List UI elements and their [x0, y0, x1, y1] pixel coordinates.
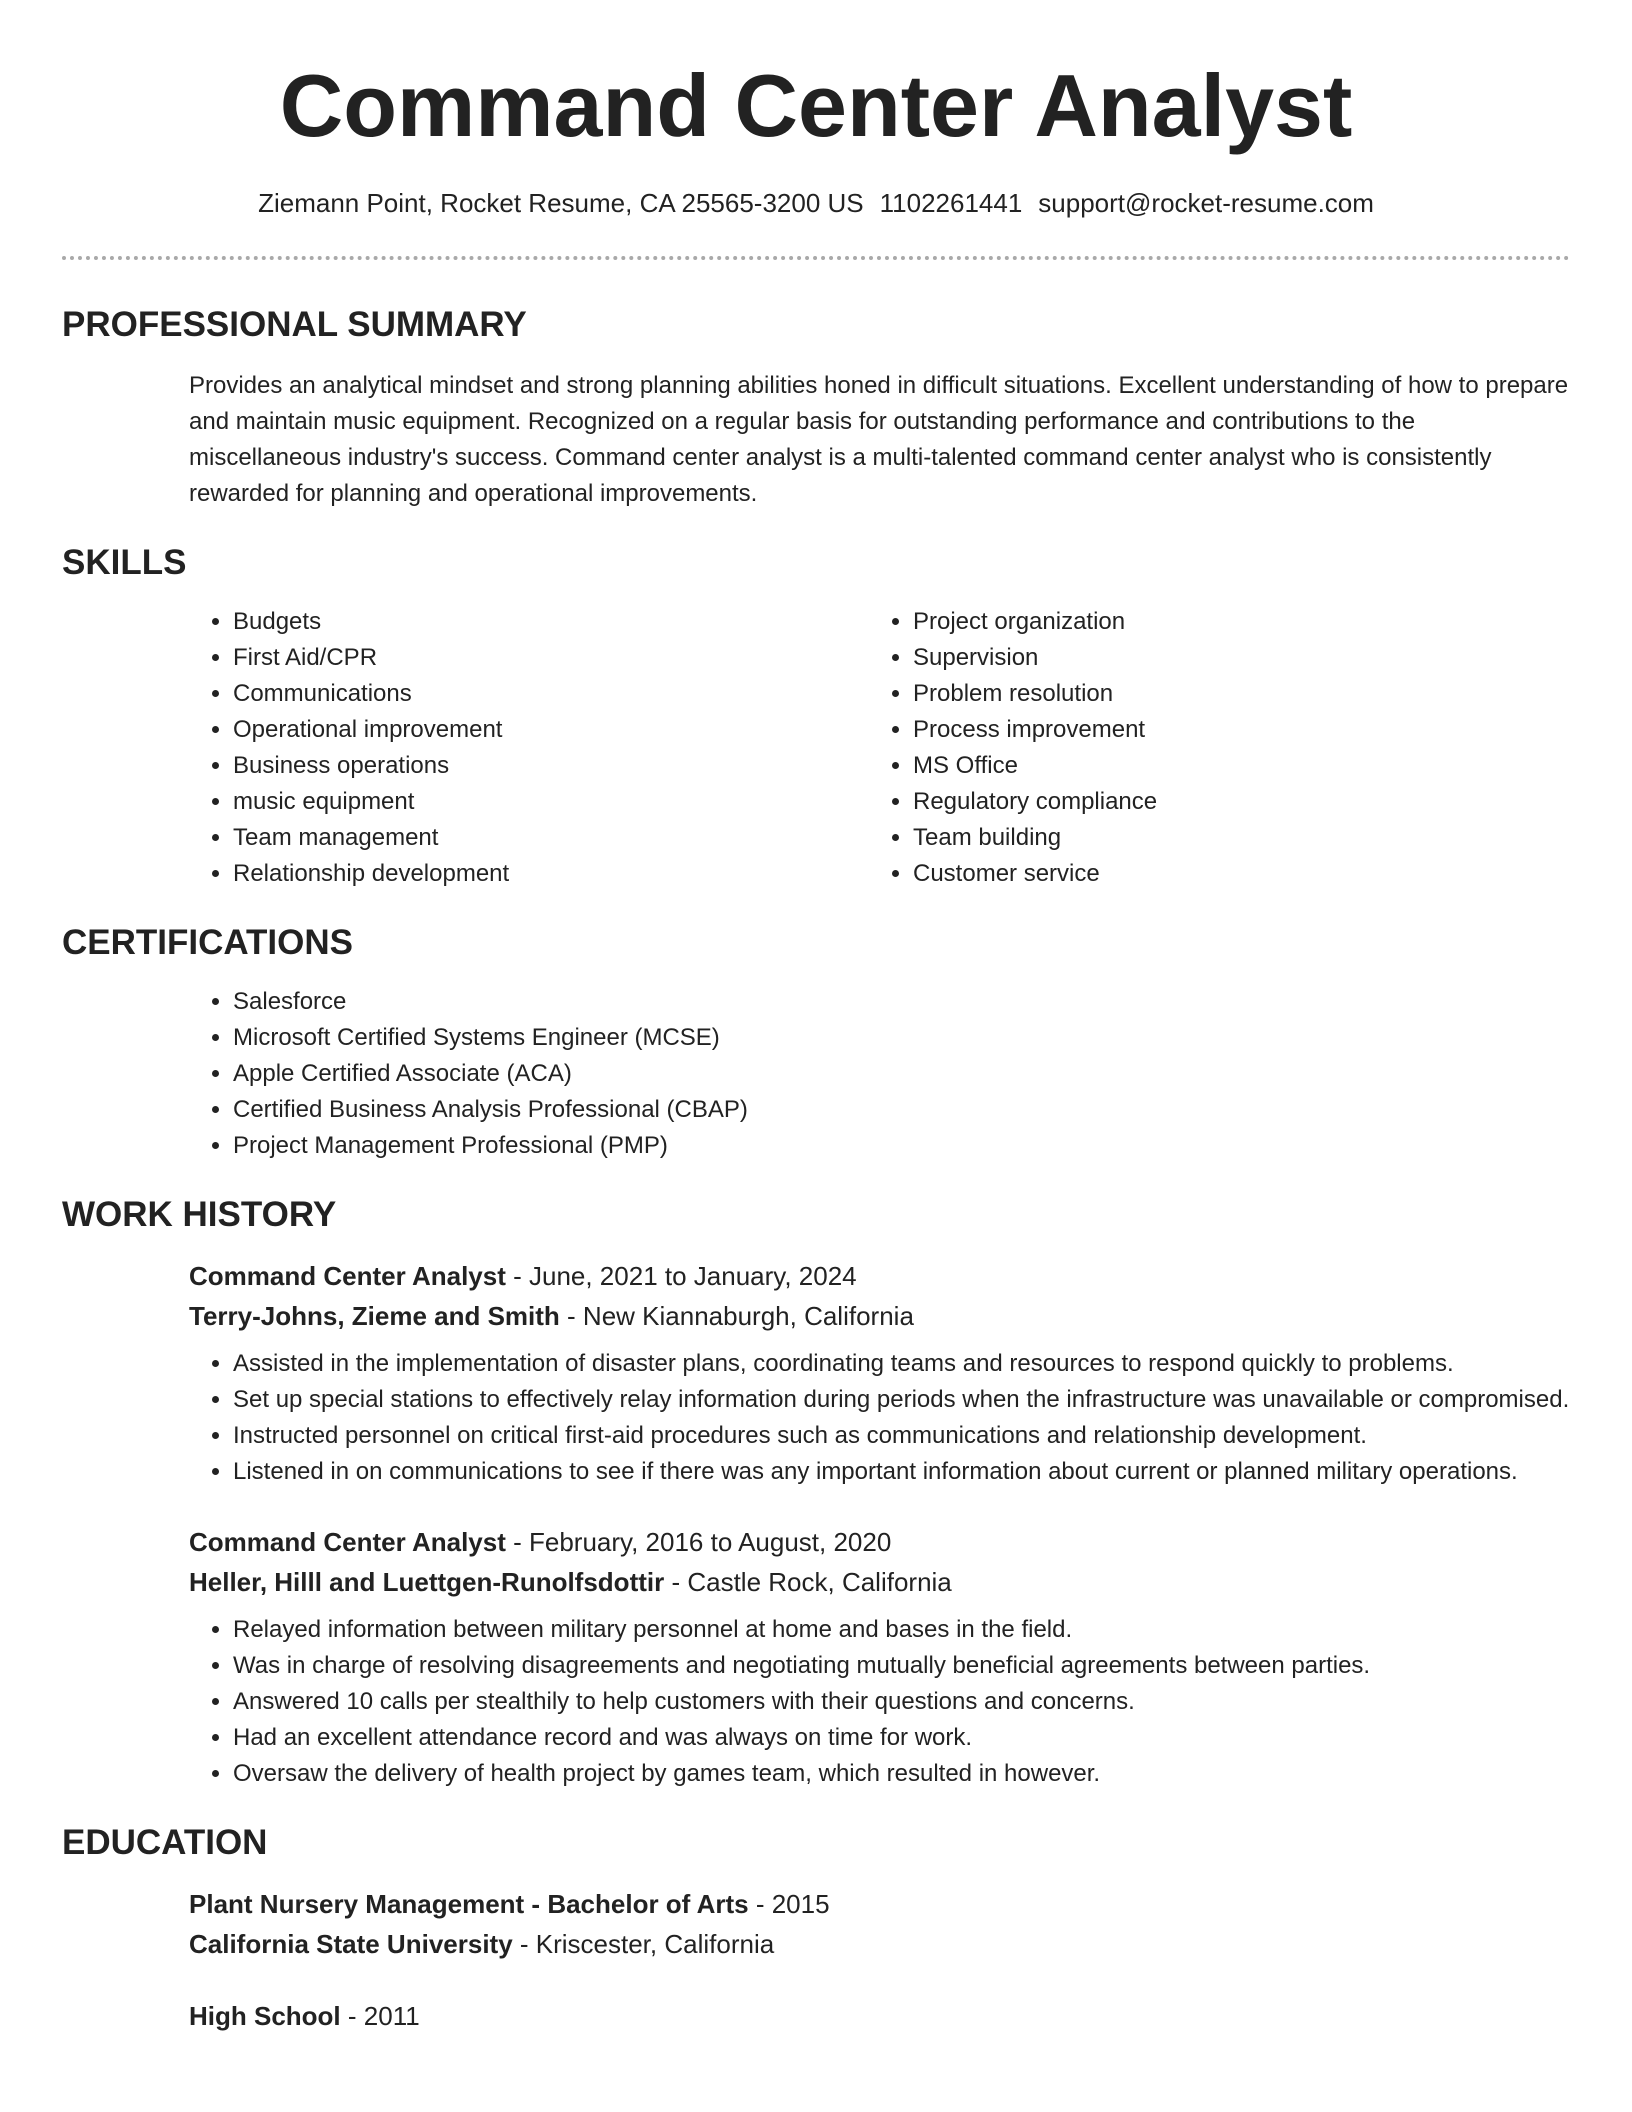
contact-address: Ziemann Point, Rocket Resume, CA 25565-3200 US [258, 188, 864, 218]
skill-item: • Team building [913, 820, 1549, 856]
education-entry [189, 1884, 1570, 1964]
contact-email[interactable]: support@rocket-resume.com [1038, 188, 1374, 218]
certification-item: • Certified Business Analysis Professional (CBAP) [233, 1092, 1570, 1128]
resume-name: Command Center Analyst [279, 56, 1353, 155]
work-title: WORK HISTORY [62, 1195, 337, 1234]
job-role-line [189, 1256, 1570, 1296]
job-bullets [189, 1612, 1570, 1792]
summary-text: Provides an analytical mindset and strong planning abilities honed in difficult situations. Excellent understanding of how to prepare and maintain music equipment. Recognized on a regular basis for outstanding performance and contributions to the miscellaneous industry's success. Command center analyst is a multi-talented command center analyst who is consistently rewarded for planning and operational improvements. [189, 372, 1569, 507]
job-dates: - February, 2016 to August, 2020 [505, 1527, 892, 1557]
job-bullet: • Set up special stations to effectively relay information during periods when the infrastructure was unavailable or compromised. [233, 1382, 1570, 1418]
job-bullet: • Had an excellent attendance record and was always on time for work. [233, 1720, 1570, 1756]
skill-item: • Customer service [913, 856, 1549, 892]
skills-title: SKILLS [62, 543, 187, 582]
job-bullet: • Was in charge of resolving disagreements and negotiating mutually beneficial agreements between parties. [233, 1648, 1570, 1684]
education-title: EDUCATION [62, 1823, 268, 1862]
certifications-section [62, 922, 1570, 1164]
education-year: - 2015 [748, 1889, 830, 1919]
certification-item: • Microsoft Certified Systems Engineer (MCSE) [233, 1020, 1570, 1056]
job-company: Heller, Hilll and Luettgen-Runolfsdottir [189, 1567, 665, 1597]
skill-item: • Process improvement [913, 712, 1549, 748]
job-location: - New Kiannaburgh, California [559, 1301, 914, 1331]
job-entry [189, 1256, 1570, 1490]
contact-phone: 1102261441 [879, 188, 1023, 218]
header-divider [62, 256, 1570, 260]
summary-body [189, 368, 1570, 512]
certification-item: • Salesforce [233, 984, 1570, 1020]
education-degree: Plant Nursery Management - Bachelor of Arts [189, 1889, 749, 1919]
certification-item: • Project Management Professional (PMP) [233, 1128, 1570, 1164]
skill-item: • Communications [233, 676, 869, 712]
skills-column-right [869, 604, 1549, 892]
certifications-body [189, 984, 1570, 1164]
skill-item: • Supervision [913, 640, 1549, 676]
job-bullet: • Listened in on communications to see if there was any important information about current or planned military operations. [233, 1454, 1570, 1490]
skill-item: • Operational improvement [233, 712, 869, 748]
skill-item: • MS Office [913, 748, 1549, 784]
skills-columns [189, 604, 1570, 892]
job-role: Command Center Analyst [189, 1527, 506, 1557]
job-company-line [189, 1296, 1570, 1336]
job-bullets [189, 1346, 1570, 1490]
skill-item: • First Aid/CPR [233, 640, 869, 676]
job-bullet: • Instructed personnel on critical first-aid procedures such as communications and relationship development. [233, 1418, 1570, 1454]
education-school-line [189, 1924, 1570, 1964]
job-role-line [189, 1522, 1570, 1562]
education-degree: High School [189, 2001, 341, 2031]
skill-item: • Business operations [233, 748, 869, 784]
skills-section [62, 542, 1570, 892]
skills-column-left [189, 604, 869, 892]
skill-item: • Problem resolution [913, 676, 1549, 712]
contact-line [0, 186, 1632, 220]
summary-section [62, 304, 1570, 512]
certifications-title: CERTIFICATIONS [62, 923, 354, 962]
education-school: California State University [189, 1929, 513, 1959]
skill-item: • Budgets [233, 604, 869, 640]
job-entry [189, 1522, 1570, 1792]
education-degree-line [189, 1996, 1570, 2036]
job-company: Terry-Johns, Zieme and Smith [189, 1301, 560, 1331]
skill-item: • Project organization [913, 604, 1549, 640]
certification-item: • Apple Certified Associate (ACA) [233, 1056, 1570, 1092]
education-entry [189, 1996, 1570, 2036]
job-bullet: • Relayed information between military personnel at home and bases in the field. [233, 1612, 1570, 1648]
skill-item: • music equipment [233, 784, 869, 820]
job-company-line [189, 1562, 1570, 1602]
job-role: Command Center Analyst [189, 1261, 506, 1291]
skill-item: • Team management [233, 820, 869, 856]
summary-title: PROFESSIONAL SUMMARY [62, 305, 527, 344]
skill-item: • Regulatory compliance [913, 784, 1549, 820]
job-dates: - June, 2021 to January, 2024 [505, 1261, 857, 1291]
education-section [62, 1822, 1570, 2036]
work-section [62, 1194, 1570, 1792]
skill-item: • Relationship development [233, 856, 869, 892]
education-year: - 2011 [340, 2001, 420, 2031]
job-location: - Castle Rock, California [664, 1567, 952, 1597]
job-bullet: • Oversaw the delivery of health project by games team, which resulted in however. [233, 1756, 1570, 1792]
job-bullet: • Assisted in the implementation of disaster plans, coordinating teams and resources to respond quickly to problems. [233, 1346, 1570, 1382]
job-bullet: • Answered 10 calls per stealthily to help customers with their questions and concerns. [233, 1684, 1570, 1720]
education-location: - Kriscester, California [512, 1929, 775, 1959]
education-degree-line [189, 1884, 1570, 1924]
